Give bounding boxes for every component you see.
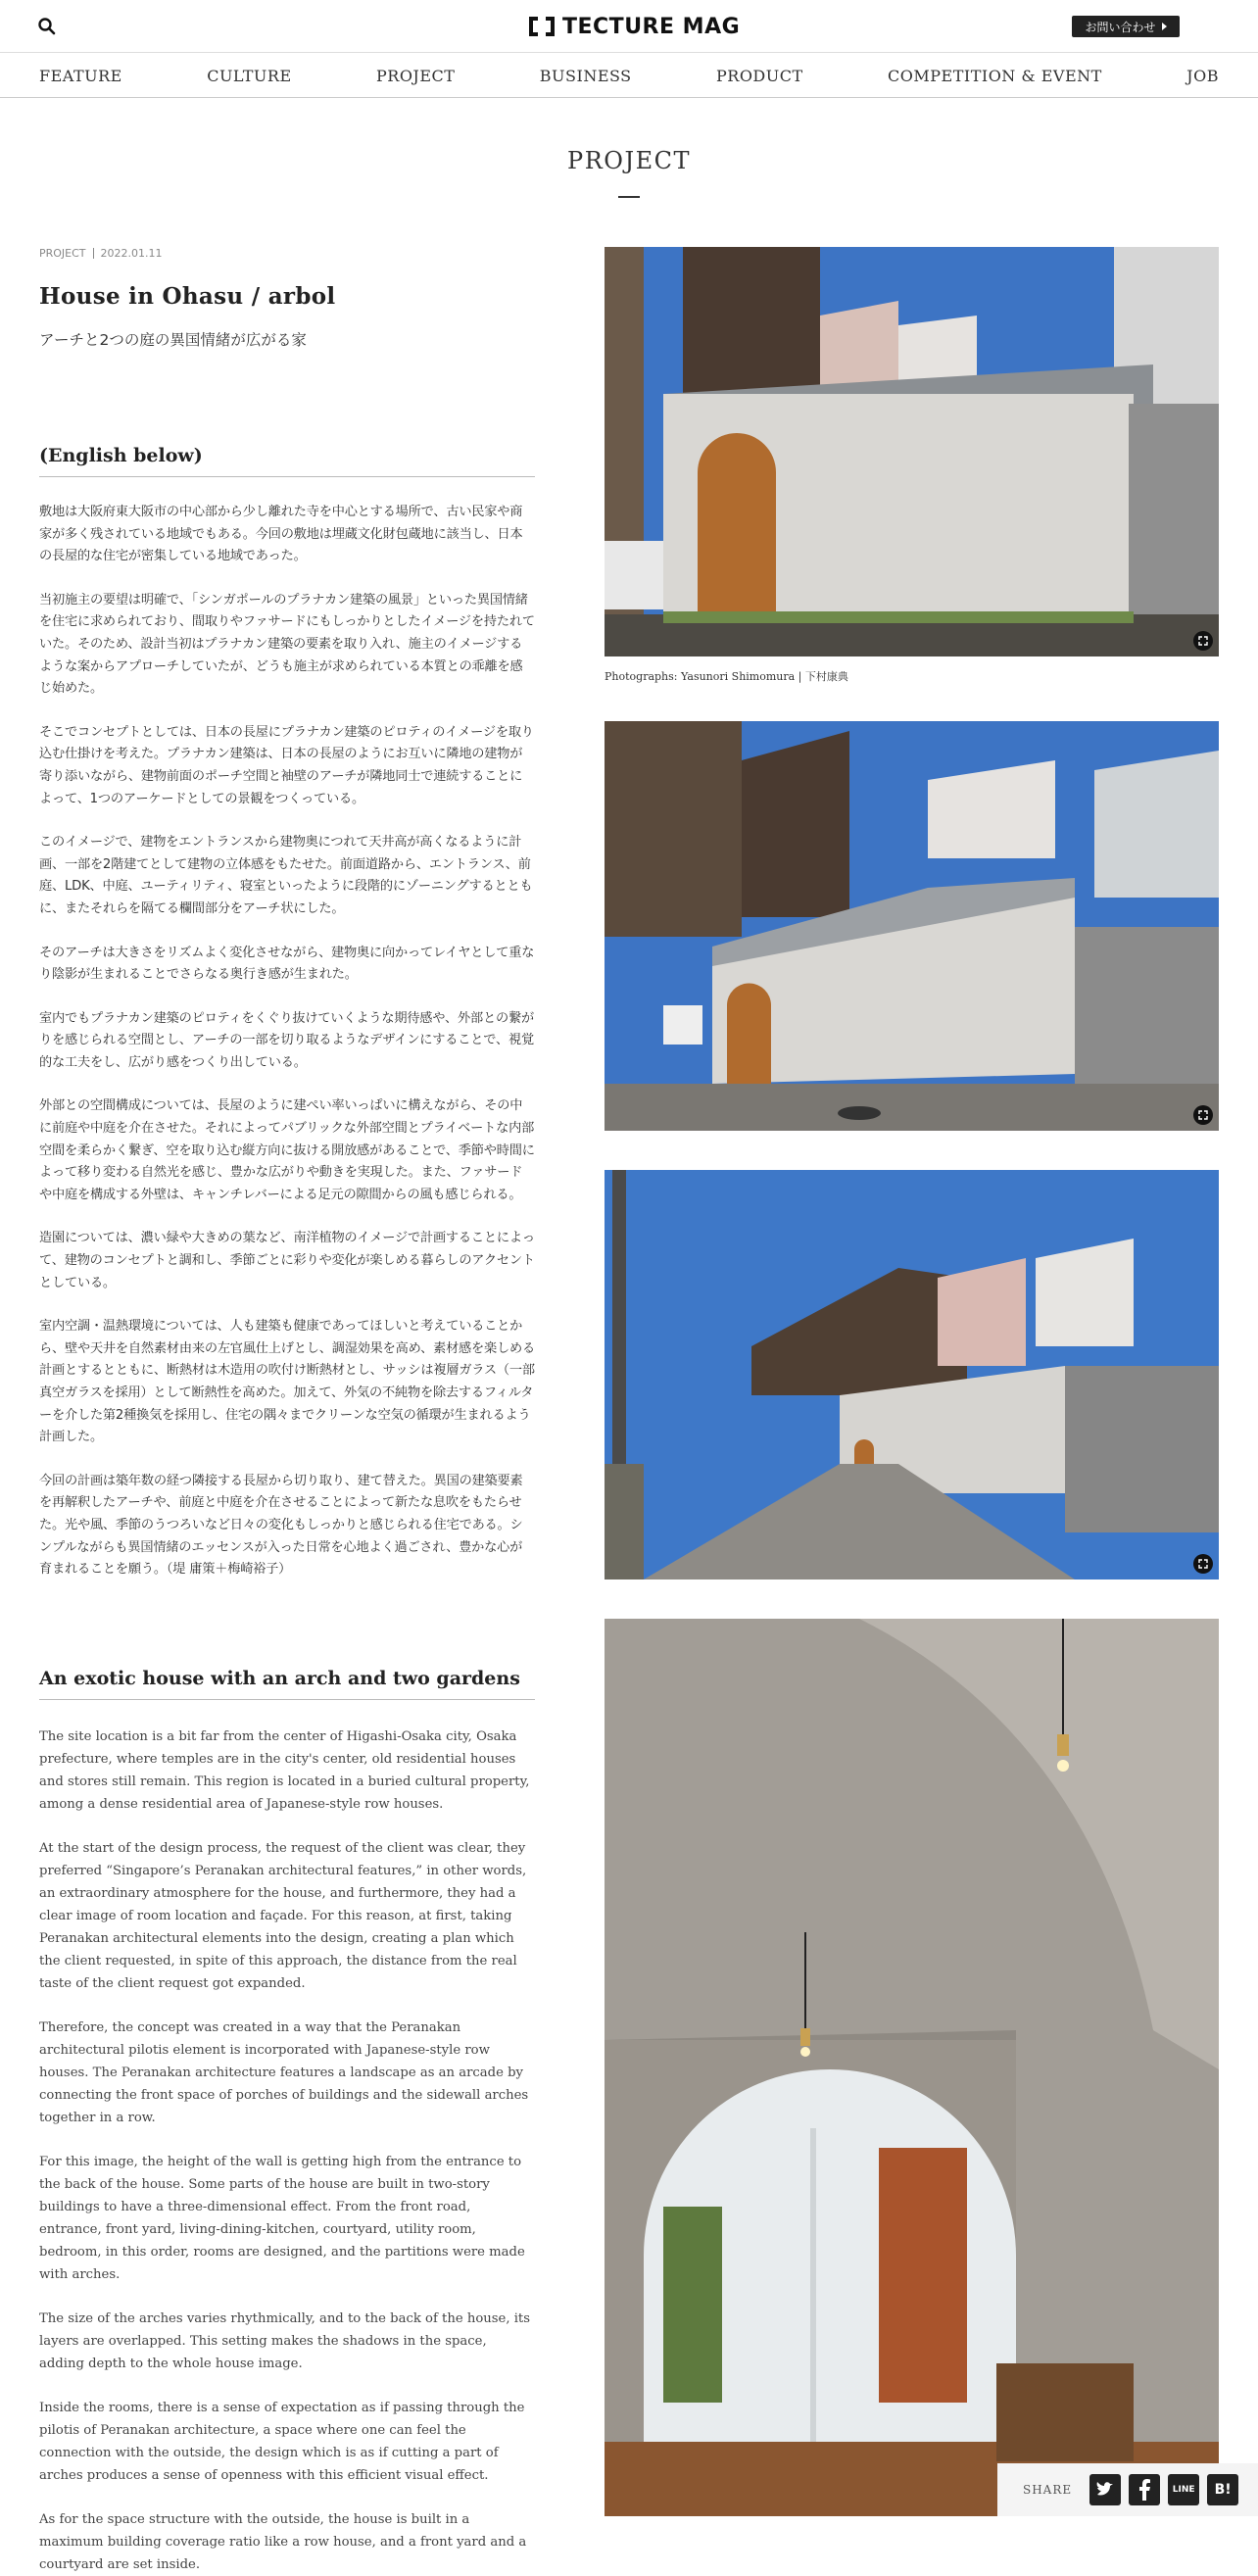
main-nav [0,54,1258,98]
article-title: House in Ohasu / arbol [39,283,336,310]
jp-paragraph: 外部との空間構成については、長屋のように建ぺい率いっぱいに構えながら、その中に前庭や中庭を介在させた。それによってパブリックな外部空間とプライベートな内部空間を柔らかく繋ぎ、空を取り込む縦方向に抜ける開放感があることで、季節や時間によって移り変わる自然光を感じ、豊かな広がりや動きを実現した。また、ファサードや中庭を構成する外壁は、キャンチレバーによる足元の隙間からの風も感じられる。 [39,1098,535,1202]
jp-paragraph: 室内でもプラナカン建築のピロティをくぐり抜けていくような期待感や、外部との繋がりを感じられる空間とし、アーチの一部を切り取るようなデザインにすることで、視覚的な工夫をし、広がり感をつくり出している。 [39,1010,534,1070]
project-photo-facade[interactable] [605,247,1219,656]
en-paragraph: The size of the arches varies rhythmically, and to the back of the house, its layers are overlapped. This setting makes the shadows in the space, adding depth to the whole house image. [39,2310,531,2371]
logo-mark-icon [529,17,555,36]
twitter-share-button[interactable] [1089,2474,1121,2505]
article-meta [39,247,535,260]
nav-item-project[interactable]: PROJECT [376,66,456,85]
facebook-icon [1137,2479,1151,2501]
category-label[interactable]: PROJECT [39,247,86,260]
expand-icon[interactable] [1193,1105,1213,1125]
jp-paragraph: 室内空調・温熱環境については、人も建築も健康であってほしいと考えていることから、壁や天井を自然素材由来の左官風仕上げとし、調湿効果を高め、素材感を楽しめる計画とするとともに、断熱材は木造用の吹付け断熱材とし、サッシは複層ガラス（一部真空ガラスを採用）として断熱性を高めた。加えて、外気の不純物を除去するフィルターを介した第2種換気を採用し、住宅の隅々までクリーンな空気の循環が生まれるよう計画した。 [39,1319,535,1445]
en-paragraph: The site location is a bit far from the center of Higashi-Osaka city, Osaka prefecture, where temples are in the city's center, old residential houses and stores still remain. This region is located in a buried cultural property, among a dense residential area of Japanese-style row houses. [39,1728,530,1812]
jp-section-heading: (English below) [39,445,535,477]
street-angle-image [605,721,1219,1131]
article-body [39,247,535,2576]
en-paragraph: Therefore, the concept was created in a way that the Peranakan architectural pilotis element is incorporated with Japanese-style row houses. The Peranakan architecture features a landscape as an arcade by connecting the front space of porches of buildings and the sidewall arches together in a row. [39,2019,529,2125]
jp-paragraph: 敷地は大阪府東大阪市の中心部から少し離れた寺を中心とする場所で、古い民家や商家が多く残されている地域でもある。今回の敷地は埋蔵文化財包蔵地に該当し、日本の長屋的な住宅が密集している地域であった。 [39,505,523,564]
en-paragraph: For this image, the height of the wall is getting high from the entrance to the back of the house. Some parts of the house are built in two-story buildings to have a three-dimensional effect. From the front road, entrance, front yard, living-dining-kitchen, courtyard, utility room, bedroom, in this order, rooms are designed, and the partitions were made with arches. [39,2154,525,2282]
en-section-heading: An exotic house with an arch and two gardens [39,1668,535,1700]
hatena-icon: B! [1214,2482,1232,2498]
project-photo-street-view[interactable] [605,1170,1219,1580]
contact-label: お問い合わせ [1085,20,1156,34]
nav-item-business[interactable]: BUSINESS [539,66,632,85]
facebook-share-button[interactable] [1129,2474,1160,2505]
project-photo-street-angle[interactable] [605,721,1219,1131]
facade-image [605,247,1219,656]
interior-arch-image [605,1619,1219,2516]
jp-paragraph: 造園については、濃い緑や大きめの葉など、南洋植物のイメージで計画することによって、建物のコンセプトと調和し、季節ごとに彩りや変化が楽しめる暮らしのアクセントとしている。 [39,1231,535,1290]
jp-paragraph: そのアーチは大きさをリズムよく変化させながら、建物奥に向かってレイヤとして重なり陰影が生まれることでさらなる奥行き感が生まれた。 [39,945,535,983]
site-header [0,0,1258,53]
line-share-button[interactable] [1168,2474,1199,2505]
jp-paragraph: このイメージで、建物をエントランスから建物奥につれて天井高が高くなるように計画、一部を2階建てとして建物の立体感をもたせた。前面道路から、エントランス、前庭、LDK、中庭、ユーティリティ、寝室といったように段階的にゾーニングするとともに、またそれらを隔てる欄間部分をアーチ状にした。 [39,835,533,916]
jp-paragraph: そこでコンセプトとしては、日本の長屋にプラナカン建築のピロティのイメージを取り込む仕掛けを考えた。プラナカン建築は、日本の長屋のようにお互いに隣地の建物が寄り添いながら、建物前面のポーチ空間と袖壁のアーチが隣地同士で連続することによって、1つのアーケードとしての景観をつくっている。 [39,724,534,806]
expand-icon[interactable] [1193,631,1213,651]
publish-date: 2022.01.11 [100,247,163,260]
search-icon[interactable] [37,17,57,36]
line-icon: LINE [1172,2485,1195,2495]
jp-paragraph: 今回の計画は築年数の経つ隣接する長屋から切り取り、建て替えた。異国の建築要素を再解釈したアーチや、前庭と中庭を介在させることによって新たな息吹をもたらせた。光や風、季節のうつろいなど日々の変化もしっかりと感じられる住宅である。シンプルながらも異国情緒のエッセンスが入った日常を心地よく過ごされ、豊かな心が育まれることを願う。（堤 庸策＋梅崎裕子） [39,1473,523,1578]
street-view-image [605,1170,1219,1580]
meta-separator [93,248,94,259]
contact-button[interactable] [1072,16,1180,37]
project-photo-interior-arch[interactable] [605,1619,1219,2516]
site-logo[interactable] [529,13,740,40]
en-paragraph: As for the space structure with the outside, the house is built in a maximum building coverage ratio like a row house, and a front yard and a courtyard are set inside. [39,2511,527,2572]
en-paragraph: At the start of the design process, the request of the client was clear, they preferred “Singapore’s Peranakan architectural features,” in other words, an extraordinary atmosphere for the house, and furthermore, they had a clear image of room location and façade. For this reason, at first, taking Peranakan architectural elements into the design, creating a plan which the client requested, in spite of this approach, the distance from the real taste of the client request got expanded. [39,1840,527,1991]
en-paragraph: Inside the rooms, there is a sense of expectation as if passing through the pilotis of Peranakan architecture, a space where one can feel the connection with the outside, the design which is as if cutting a part of arches produces a sense of openness with this efficient visual effect. [39,2400,525,2483]
jp-paragraph: 当初施主の要望は明確で、「シンガポールのプラナカン建築の風景」といった異国情緒を住宅に求められており、間取りやファサードにもしっかりとしたイメージを持たれていた。そのため、設計当初はプラナカン建築の要素を取り入れ、施主のイメージするような案からアプローチしていたが、どうも施主が求められている本質との乖離を感じ始めた。 [39,592,535,697]
hatena-share-button[interactable] [1207,2474,1238,2505]
nav-item-feature[interactable]: FEATURE [39,66,122,85]
logo-text: TECTURE MAG [562,14,741,39]
twitter-icon [1095,2481,1115,2499]
section-divider [618,196,640,198]
nav-item-product[interactable]: PRODUCT [716,66,803,85]
photo-caption: Photographs: Yasunori Shimomura | 下村康典 [605,670,848,683]
nav-item-culture[interactable]: CULTURE [207,66,292,85]
nav-item-competition-event[interactable]: COMPETITION & EVENT [888,66,1102,85]
expand-icon[interactable] [1193,1554,1213,1574]
section-title: PROJECT [567,147,691,174]
nav-item-job[interactable]: JOB [1186,66,1219,85]
article-subtitle: アーチと2つの庭の異国情緒が広がる家 [39,331,307,349]
share-label: SHARE [1023,2483,1073,2497]
share-bar [997,2463,1258,2516]
